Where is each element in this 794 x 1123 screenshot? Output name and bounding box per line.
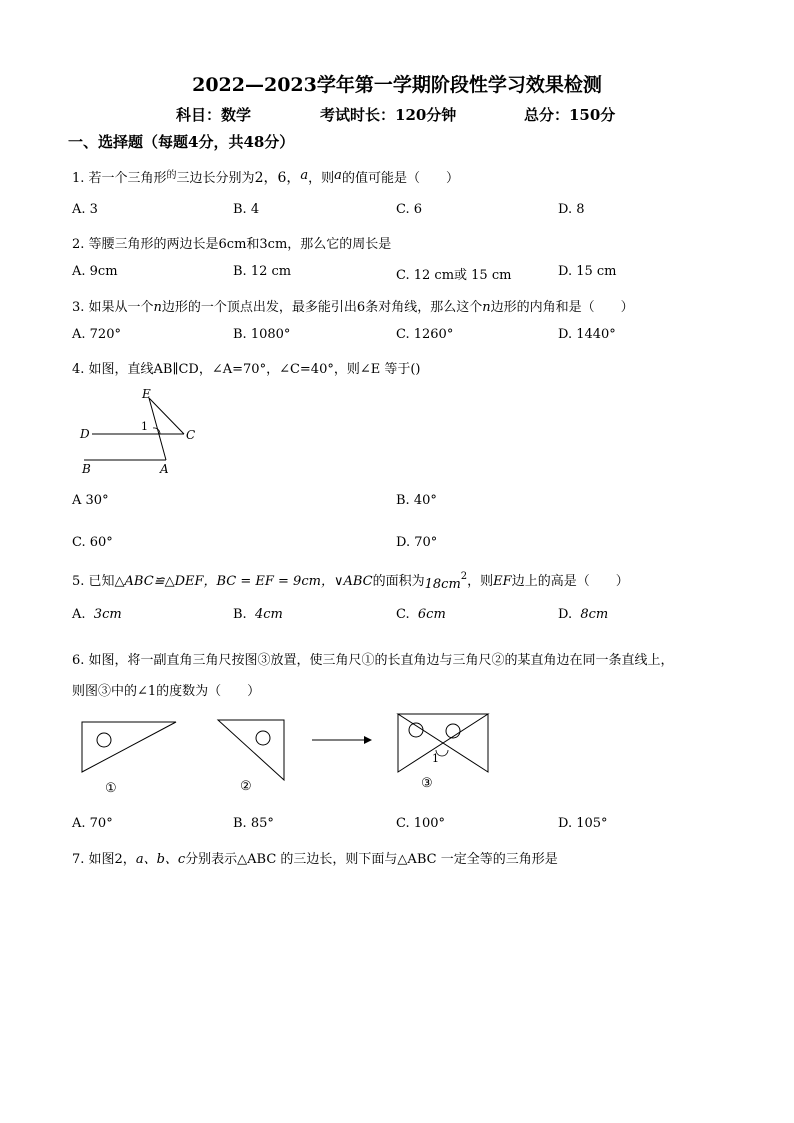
q6-option-c[interactable]: C. 100°	[396, 816, 446, 831]
label-fig-3: ③	[421, 776, 433, 791]
q5-option-b[interactable]: B. 4cm	[233, 607, 283, 622]
q3-option-d[interactable]: D. 1440°	[558, 327, 616, 342]
triangle-2-hole	[256, 731, 270, 745]
question-2-stem: 2. 等腰三角形的两边长是6cm和3cm，那么它的周长是	[72, 237, 392, 252]
triangle-1-hole	[97, 733, 111, 747]
q4-option-c[interactable]: C. 60°	[72, 535, 113, 550]
q2-option-b[interactable]: B. 12 cm	[233, 264, 292, 279]
q5-option-d[interactable]: D. 8cm	[558, 607, 609, 622]
q3-option-a[interactable]: A. 720°	[72, 327, 121, 342]
q6-option-d[interactable]: D. 105°	[558, 816, 608, 831]
triangle-ruler-2	[218, 720, 284, 780]
q6-figure	[70, 710, 510, 802]
fig3-hole-2	[446, 724, 460, 738]
label-fig-1: ①	[105, 781, 117, 796]
label-a: A	[160, 462, 169, 476]
q4-figure	[74, 386, 204, 478]
label-fig-2: ②	[240, 779, 252, 794]
q2-option-d[interactable]: D. 15 cm	[558, 264, 617, 279]
question-7-stem: 7. 如图2，a、b、c分别表示△ABC 的三边长，则下面与△ABC 一定全等的三角形是	[72, 852, 558, 867]
q4-option-a[interactable]: A 30°	[72, 493, 109, 508]
q2-option-c[interactable]: C. 12 cm或 15 cm	[396, 268, 512, 283]
label-e: E	[142, 387, 151, 401]
exam-title: 2022—2023学年第一学期阶段性学习效果检测	[192, 74, 602, 96]
label-c: C	[186, 428, 196, 442]
q1-option-c[interactable]: C. 6	[396, 202, 423, 217]
q4-option-b[interactable]: B. 40°	[396, 493, 437, 508]
question-6-stem-line1: 6. 如图，将一副直角三角尺按图③放置，使三角尺①的长直角边与三角尺②的某直角边在同一条直线上，	[72, 653, 674, 668]
question-5-stem: 5. 已知△ABC≌△DEF，BC = EF = 9cm，∨ABC的面积为$18cm^2$，则EF边上的高是（ ）	[72, 571, 629, 592]
q6-option-a[interactable]: A. 70°	[72, 816, 113, 831]
q3-option-b[interactable]: B. 1080°	[233, 327, 291, 342]
label-angle-1: 1	[141, 420, 148, 433]
q1-option-b[interactable]: B. 4	[233, 202, 260, 217]
label-d: D	[80, 427, 90, 441]
total-score-label: 总分：150分	[524, 106, 616, 124]
arrow-right-icon	[364, 736, 372, 744]
q1-option-a[interactable]: A. 3	[72, 202, 98, 217]
question-6-stem-line2: 则图③中的∠1的度数为（ ）	[72, 684, 261, 699]
q2-option-a[interactable]: A. 9cm	[72, 264, 118, 279]
section-title: 一、选择题（每题4分，共48分）	[68, 133, 295, 151]
label-b: B	[82, 462, 91, 476]
q1-option-d[interactable]: D. 8	[558, 202, 585, 217]
q6-option-b[interactable]: B. 85°	[233, 816, 274, 831]
question-1-stem: 1. 若一个三角形$^的$三边长分别为2，6，a，则a的值可能是（ ）	[72, 168, 459, 186]
label-angle-1: 1	[432, 752, 439, 765]
question-3-stem: 3. 如果从一个n边形的一个顶点出发，最多能引出6条对角线，那么这个n边形的内角和是（ ）	[72, 300, 634, 315]
question-4-stem: 4. 如图，直线AB∥CD，∠A=70°，∠C=40°，则∠E 等于()	[72, 362, 421, 377]
q5-option-c[interactable]: C. 6cm	[396, 607, 446, 622]
q3-option-c[interactable]: C. 1260°	[396, 327, 454, 342]
q4-option-d[interactable]: D. 70°	[396, 535, 438, 550]
triangle-ruler-1	[82, 722, 176, 772]
subject-label: 科目：数学	[176, 106, 252, 124]
q5-option-a[interactable]: A. 3cm	[72, 607, 122, 622]
duration-label: 考试时长：120分钟	[320, 106, 457, 124]
